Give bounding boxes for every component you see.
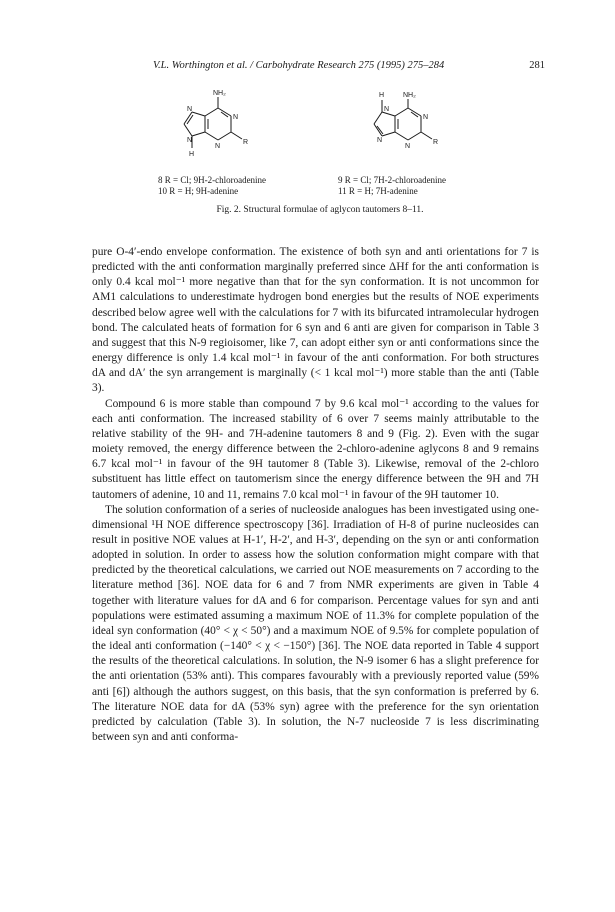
running-header bbox=[110, 60, 545, 76]
atom-n9: N bbox=[187, 137, 193, 144]
atom-n1: N bbox=[233, 114, 239, 121]
body-text bbox=[92, 245, 539, 745]
atom-nh2: NH₂ bbox=[403, 92, 416, 99]
caption-line: 9 R = Cl; 7H-2-chloroadenine bbox=[338, 175, 447, 185]
atom-r: R bbox=[433, 139, 439, 146]
caption-left bbox=[158, 175, 266, 197]
paragraph: Compound 6 is more stable than compound 7 by 9.6 kcal mol⁻¹ according to the values for each anti conformation. The increased stability of 6 over 7 seems mainly attributable to the relative stability of the 9H- and 7H-adenine tautomers 8 and 9 (Fig. 2). Even with the sugar moiety removed, the energy difference between the 2-chloro-adenine aglycons 8 and 9 remains 6.7 kcal mol⁻¹ in favour of the 9H tautomer 8 (Table 3). Likewise, removal of the 2-chloro substituent has little effect on tautomerism since the energy difference between the 9H and 7H tautomers of adenine, 10 and 11, remains 7.0 kcal mol⁻¹ in favour of the 9H tautomer 10. bbox=[92, 397, 539, 501]
atom-n7: N bbox=[187, 106, 193, 113]
structure-9h-tautomer bbox=[145, 86, 285, 168]
caption-line: 11 R = H; 7H-adenine bbox=[338, 186, 418, 196]
paragraph: The solution conformation of a series of nucleoside analogues has been investigated using one-dimensional ¹H NOE difference spectroscopy [36]. Irradiation of H-8 of purine nucleosides can result in positive NOE values at H-1′, H-2′, and H-3′, depending on the syn or anti conformation adopted in solution. In order to assess how the solution conformation might compare with that predicted by the theoretical calculations, we carried out NOE measurements on 7 according to the literature method [36]. NOE data for 6 and 7 from NMR experiments are given in Table 4 together with literature values for dA and 6 for comparison. Percentage values for syn and anti populations were estimated assuming a maximum NOE of 11.3% for complete population of the ideal syn conformation (40° < χ < 50°) and a maximum NOE of 9.5% for complete population of the ideal anti conformation (−140° < χ < −150°) [36]. The NOE data reported in Table 4 support the results of the theoretical calculations. In solution, the N-9 isomer 6 has a slight preference for the anti orientation (53% anti). This compares favourably with a previously reported value (59% anti [6]) although the authors suggest, on this basis, that the syn conformation is preferred by 6. The literature NOE data for dA (53% syn) agree with the preference for the syn orientation predicted by calculation (Table 3). In solution, the N-7 nucleoside 7 is less discriminating between syn and anti conforma- bbox=[92, 503, 539, 743]
atom-n7: N bbox=[384, 106, 390, 113]
structure-7h-tautomer bbox=[330, 86, 470, 168]
atom-n3: N bbox=[405, 143, 411, 150]
atom-n1: N bbox=[423, 114, 429, 121]
atom-h: H bbox=[189, 151, 195, 158]
atom-nh2: NH₂ bbox=[213, 90, 226, 97]
structure-7h-drawing bbox=[330, 86, 470, 168]
figure-caption: Fig. 2. Structural formulae of aglycon tautomers 8–11. bbox=[216, 205, 424, 215]
caption-line: 8 R = Cl; 9H-2-chloroadenine bbox=[158, 175, 267, 185]
caption-line: 10 R = H; 9H-adenine bbox=[158, 186, 239, 196]
page-number: 281 bbox=[529, 60, 545, 71]
figure-2 bbox=[100, 86, 540, 236]
atom-r: R bbox=[243, 139, 249, 146]
atom-n9: N bbox=[377, 137, 383, 144]
running-title: V.L. Worthington et al. / Carbohydrate Research 275 (1995) 275–284 bbox=[153, 60, 445, 71]
atom-n3: N bbox=[215, 143, 221, 150]
structure-9h-drawing bbox=[145, 86, 285, 168]
paragraph: pure O-4′-endo envelope conformation. The existence of both syn and anti orientations for 7 is predicted with the anti conformation marginally preferred since ΔHf for the anti conformation is only 0.4 kcal mol⁻¹ more negative than that for the syn conformation. It is not uncommon for AM1 calculations to underestimate hydrogen bond energies but the results of NOE experiments described below agree well with the calculations for 7 with its bifurcated intramolecular hydrogen bond. The calculated heats of formation for 6 syn and 6 anti are given for comparison in Table 3 and suggest that this N-9 regioisomer, like 7, can adopt either syn or anti conformations since the energy difference is only 1.4 kcal mol⁻¹ in favour of the anti conformation. For both structures dA and dA′ the syn arrangement is marginally (< 1 kcal mol⁻¹) more stable than the anti (Table 3). bbox=[92, 246, 539, 395]
atom-h: H bbox=[379, 92, 385, 99]
caption-right bbox=[338, 175, 446, 197]
